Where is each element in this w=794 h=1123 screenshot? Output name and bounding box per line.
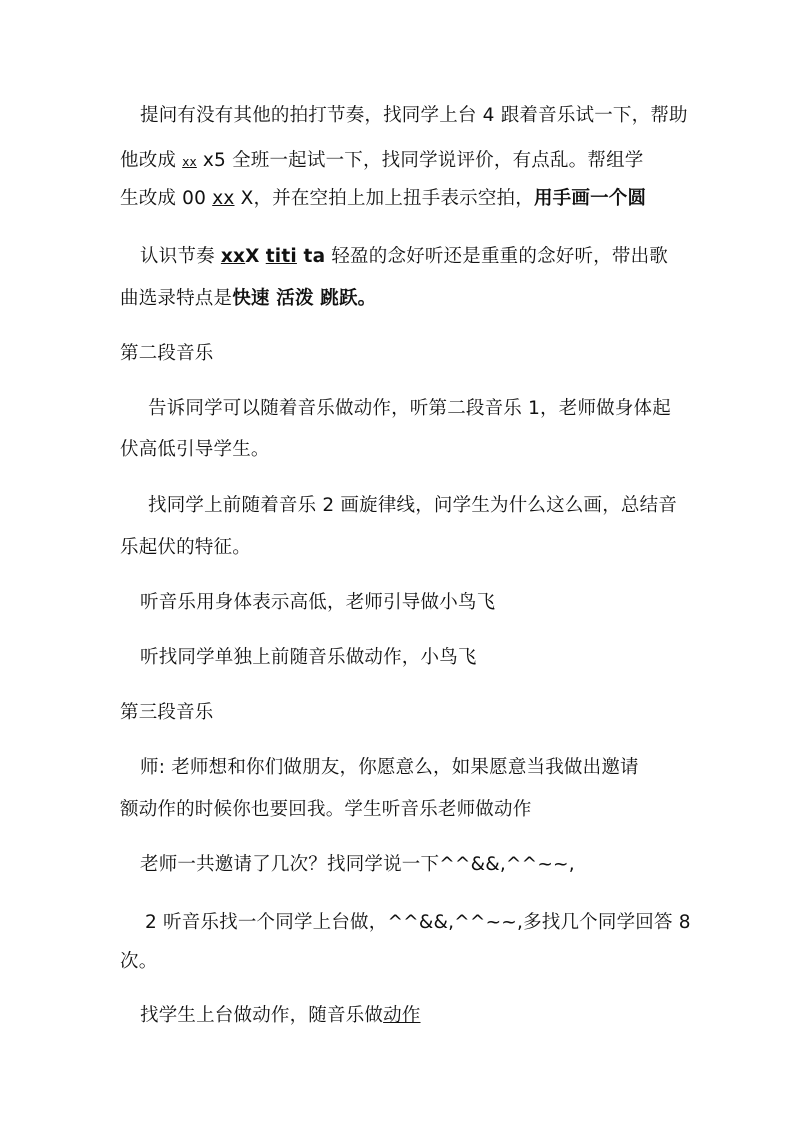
paragraph-2-line-2 — [120, 286, 376, 312]
paragraph-1-line-2 — [120, 148, 643, 175]
text-run: 找同学上前随着音乐 2 画旋律线，问学生为什么这么画，总结音 — [148, 495, 678, 516]
text-run: 听找同学单独上前随音乐做动作，小鸟飞 — [140, 647, 477, 668]
paragraph-7-line-2 — [120, 797, 531, 823]
text-run: 师: 老师想和你们做朋友，你愿意么，如果愿意当我做出邀请 — [140, 757, 639, 778]
text-run: 伏高低引导学生。 — [120, 439, 270, 460]
paragraph-8 — [140, 852, 575, 878]
heading-section-2 — [120, 341, 214, 367]
paragraph-1-line-1 — [140, 103, 688, 129]
text-run: 生改成 00 — [120, 188, 213, 209]
paragraph-6 — [140, 645, 477, 671]
text-run: 乐起伏的特征。 — [120, 537, 251, 558]
section-heading: 第二段音乐 — [120, 343, 214, 364]
text-run: 次。 — [120, 951, 158, 972]
underlined-rhythm: xx — [182, 155, 197, 169]
paragraph-10 — [140, 1003, 421, 1029]
text-run: 曲选录特点是 — [120, 288, 233, 309]
text-run: 轻盈的念好听还是重重的念好听，带出歌 — [325, 246, 668, 267]
text-run: 额动作的时候你也要回我。学生听音乐老师做动作 — [120, 799, 532, 820]
text-run: 提问有没有其他的拍打节奏，找同学上台 4 跟着音乐试一下，帮助 — [140, 105, 688, 126]
text-run: 听音乐用身体表示高低，老师引导做小鸟飞 — [140, 592, 496, 613]
underlined-rhythm: xx — [212, 188, 235, 209]
text-run: x5 全班一起试一下，找同学说评价，有点乱。帮组学 — [196, 150, 644, 171]
bold-text: 用手画一个圆 — [533, 188, 647, 209]
underlined-rhythm: xx — [220, 246, 246, 267]
paragraph-9-line-2 — [120, 949, 157, 975]
heading-section-3 — [120, 700, 214, 726]
paragraph-1-line-3 — [120, 186, 646, 212]
paragraph-9-line-1 — [145, 910, 691, 936]
text-run: 告诉同学可以随着音乐做动作，听第二段音乐 1，老师做身体起 — [148, 398, 671, 419]
bold-text: 快速 活泼 跳跃。 — [232, 288, 377, 309]
text-run: 认识节奏 — [140, 246, 221, 267]
section-heading: 第三段音乐 — [120, 702, 214, 723]
paragraph-4-line-2 — [120, 535, 251, 561]
text-run: X，并在空拍上加上扭手表示空拍， — [234, 188, 534, 209]
bold-text: X — [245, 246, 260, 267]
paragraph-3-line-1 — [148, 396, 671, 422]
paragraph-7-line-1 — [140, 755, 639, 781]
bold-text: ta — [296, 246, 326, 267]
underlined-text: 动作 — [383, 1005, 421, 1026]
paragraph-5 — [140, 590, 495, 616]
text-run: 2 听音乐找一个同学上台做，^^&&,^^~~,多找几个同学回答 8 — [145, 912, 691, 933]
paragraph-2-line-1 — [140, 244, 668, 270]
paragraph-3-line-2 — [120, 437, 270, 463]
text-run: 老师一共邀请了几次？找同学说一下^^&&,^^~~, — [140, 854, 575, 875]
text-run: 他改成 — [120, 150, 183, 171]
underlined-rhythm: titi — [265, 246, 297, 267]
paragraph-4-line-1 — [148, 493, 677, 519]
text-run: 找学生上台做动作，随音乐做 — [140, 1005, 384, 1026]
